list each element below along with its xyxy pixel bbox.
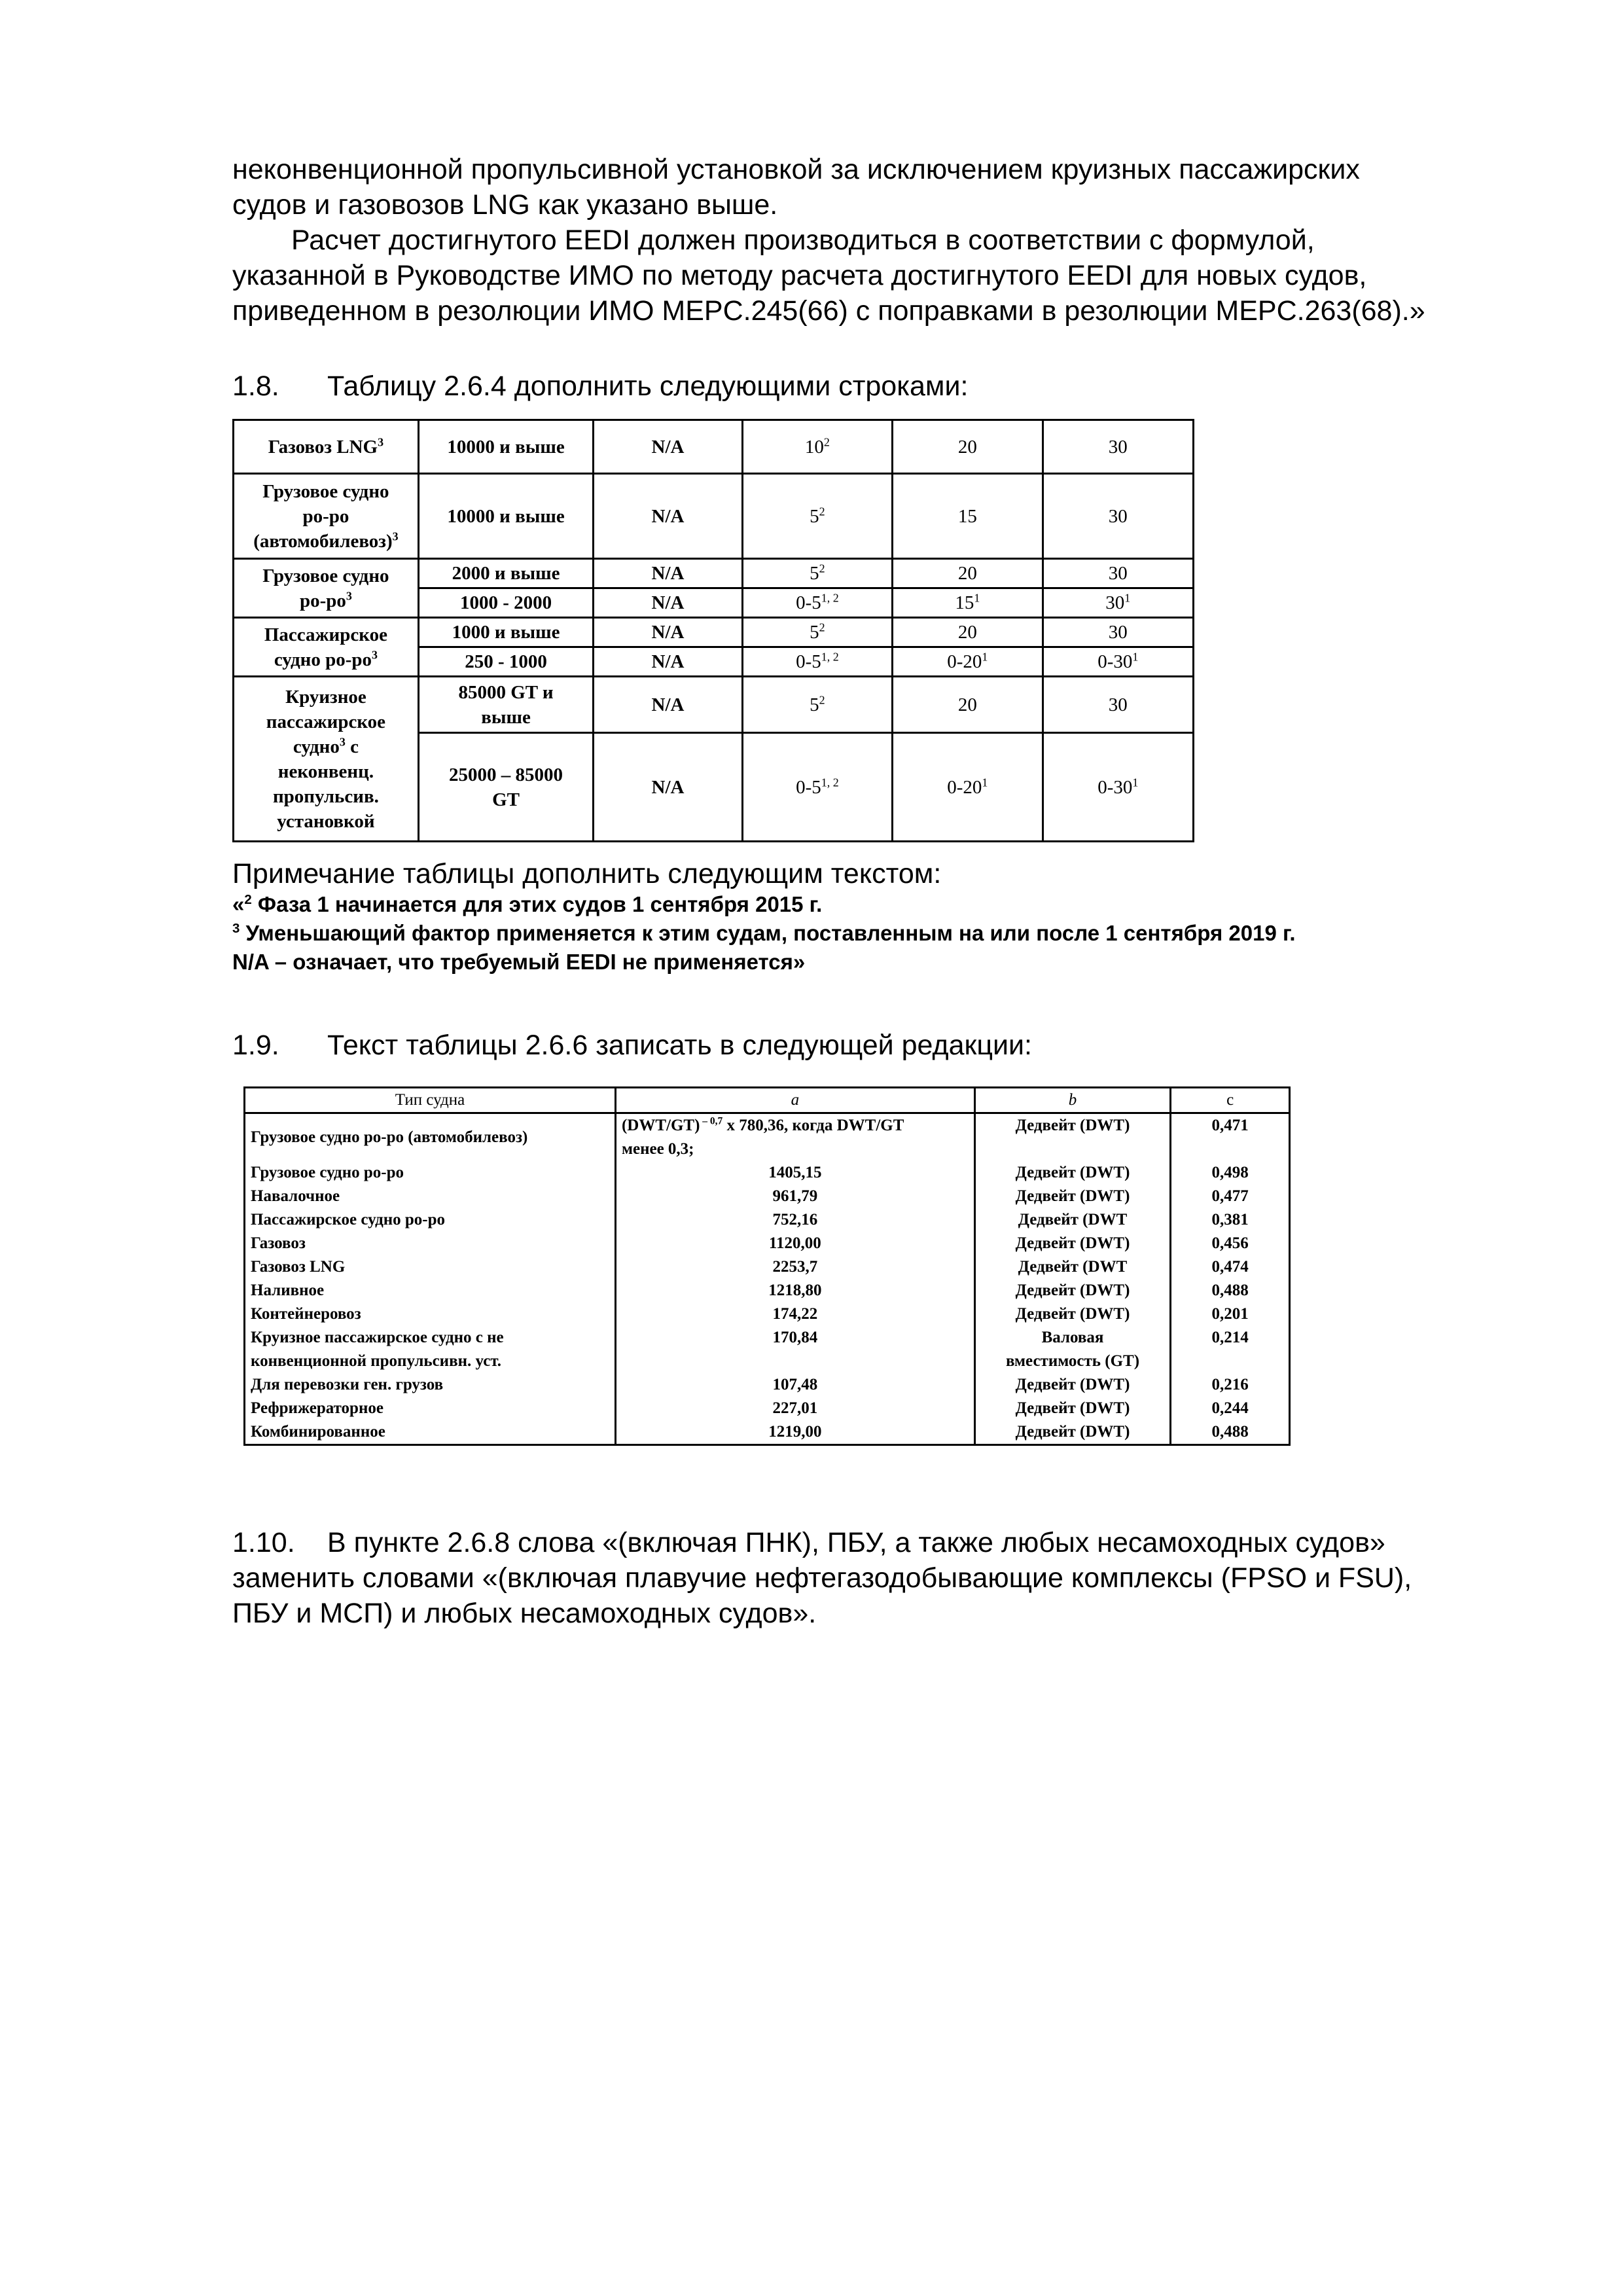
- item-1-8: [232, 368, 1508, 404]
- header-a: a: [615, 1088, 974, 1113]
- ship-type-cell: Грузовое судно ро-ро (автомобилевоз): [245, 1113, 616, 1162]
- phase3-cell: 30: [1043, 618, 1193, 647]
- table-row: [245, 1185, 1290, 1208]
- b-cell: Дедвейт (DWT: [974, 1255, 1171, 1279]
- paragraph-line: заменить словами «(включая плавучие нефтегазодобывающие комплексы (FPSO и FSU),: [232, 1562, 1412, 1594]
- paragraph-line: неконвенционной пропульсивной установкой за исключением круизных пассажирских: [232, 154, 1360, 185]
- na-cell: N/A: [594, 677, 742, 733]
- table-row: [245, 1373, 1290, 1397]
- size-cell: 25000 – 85000 GT: [418, 733, 593, 842]
- c-cell: 0,477: [1171, 1185, 1290, 1208]
- paragraph-line: приведенном в резолюции ИМО MEPC.245(66) с поправками в резолюции MEPC.263(68).»: [232, 295, 1425, 327]
- size-cell: 85000 GT и выше: [418, 677, 593, 733]
- b-cell: Дедвейт (DWT): [974, 1232, 1171, 1255]
- phase2-cell: 20: [893, 677, 1043, 733]
- ship-type-cell: Грузовое судно $ро-ро^3$: [234, 559, 419, 618]
- phase3-cell: 30: [1043, 420, 1193, 474]
- table-row: [245, 1326, 1290, 1373]
- eedi-parameters-table: [243, 1086, 1291, 1446]
- size-cell: 1000 - 2000: [418, 588, 593, 618]
- na-cell: N/A: [594, 733, 742, 842]
- a-cell: 227,01: [615, 1397, 974, 1420]
- c-cell: 0,201: [1171, 1302, 1290, 1326]
- footnote-na: N/A – означает, что требуемый EEDI не применяется»: [232, 950, 806, 974]
- header-ship-type: Тип судна: [245, 1088, 616, 1113]
- phase1-cell: $5^2$: [742, 474, 892, 559]
- c-cell: 0,381: [1171, 1208, 1290, 1232]
- item-1-9: [232, 1028, 1508, 1063]
- na-cell: N/A: [594, 588, 742, 618]
- table-row: [234, 420, 1194, 474]
- table-row: [245, 1420, 1290, 1445]
- c-cell: 0,498: [1171, 1161, 1290, 1185]
- a-cell: 1405,15: [615, 1161, 974, 1185]
- ship-type-cell: Газовоз: [245, 1232, 616, 1255]
- ship-type-cell: Круизное пассажирское судно с не конвенционной пропульсивн. уст.: [245, 1326, 616, 1373]
- phase1-cell: $5^2$: [742, 618, 892, 647]
- phase2-cell: 20: [893, 559, 1043, 588]
- ship-type-cell: Рефрижераторное: [245, 1397, 616, 1420]
- b-cell: Дедвейт (DWT): [974, 1397, 1171, 1420]
- ship-type-cell: Наливное: [245, 1279, 616, 1302]
- ship-type-cell: Для перевозки ген. грузов: [245, 1373, 616, 1397]
- size-cell: 10000 и выше: [418, 474, 593, 559]
- size-cell: 250 - 1000: [418, 647, 593, 677]
- b-cell: Дедвейт (DWT): [974, 1420, 1171, 1445]
- phase3-cell: $0-30^1$: [1043, 733, 1193, 842]
- paragraph-text: Расчет достигнутого EEDI должен производиться в соответствии с формулой,: [291, 224, 1315, 256]
- phase2-cell: 20: [893, 420, 1043, 474]
- phase3-cell: 30: [1043, 474, 1193, 559]
- a-cell: 107,48: [615, 1373, 974, 1397]
- ship-type-cell: Круизное пассажирское судно$^3$ с неконвенц. пропульсив. установкой: [234, 677, 419, 842]
- table-row: [245, 1397, 1290, 1420]
- ship-type-cell: Грузовое судно ро-ро: [245, 1161, 616, 1185]
- a-cell: 1218,80: [615, 1279, 974, 1302]
- header-c: c: [1171, 1088, 1290, 1113]
- b-cell: Дедвейт (DWT): [974, 1185, 1171, 1208]
- c-cell: 0,244: [1171, 1397, 1290, 1420]
- table-row: [245, 1208, 1290, 1232]
- phase1-cell: 0-5$^{1, 2}$: [742, 647, 892, 677]
- table-row: [245, 1279, 1290, 1302]
- footnote-3: $^3$ Уменьшающий фактор применяется к этим судам, поставленным на или после 1 сентября 2019 г.: [232, 921, 1296, 945]
- phase3-cell: 30: [1043, 677, 1193, 733]
- b-cell: Дедвейт (DWT): [974, 1302, 1171, 1326]
- ship-type-cell: Пассажирское судно ро-ро: [245, 1208, 616, 1232]
- c-cell: 0,474: [1171, 1255, 1290, 1279]
- b-cell: Дедвейт (DWT): [974, 1373, 1171, 1397]
- c-cell: 0,488: [1171, 1420, 1290, 1445]
- c-cell: 0,471: [1171, 1113, 1290, 1162]
- item-number: 1.10.: [232, 1527, 295, 1558]
- b-cell: Валовая вместимость (GT): [974, 1326, 1171, 1373]
- a-cell: (DWT/GT) $^{- 0,7}$ x 780,36, когда DWT/GT менее 0,3;: [615, 1113, 974, 1162]
- phase1-cell: $10^2$: [742, 420, 892, 474]
- na-cell: N/A: [594, 647, 742, 677]
- footnote-2: «$^2$ Фаза 1 начинается для этих судов 1 сентября 2015 г.: [232, 892, 823, 916]
- a-cell: 1120,00: [615, 1232, 974, 1255]
- phase1-cell: $5^2$: [742, 677, 892, 733]
- size-cell: 10000 и выше: [418, 420, 593, 474]
- phase2-cell: $15^1$: [893, 588, 1043, 618]
- ship-type-cell: Пассажирское судно $ро-ро^3$: [234, 618, 419, 677]
- b-cell: Дедвейт (DWT): [974, 1113, 1171, 1162]
- size-cell: 2000 и выше: [418, 559, 593, 588]
- phase2-cell: 15: [893, 474, 1043, 559]
- b-cell: Дедвейт (DWT): [974, 1161, 1171, 1185]
- table-row: [234, 677, 1194, 733]
- ship-type-cell: Комбинированное: [245, 1420, 616, 1445]
- phase2-cell: $0-20^1$: [893, 647, 1043, 677]
- b-cell: Дедвейт (DWT: [974, 1208, 1171, 1232]
- table-header-row: [245, 1088, 1290, 1113]
- phase1-cell: $5^2$: [742, 559, 892, 588]
- table-notes: [232, 857, 1541, 977]
- ship-type-cell: Газовоз LNG$^3$: [234, 420, 419, 474]
- na-cell: N/A: [594, 559, 742, 588]
- a-cell: 752,16: [615, 1208, 974, 1232]
- c-cell: 0,214: [1171, 1326, 1290, 1373]
- a-cell: 2253,7: [615, 1255, 974, 1279]
- ship-type-cell: Контейнеровоз: [245, 1302, 616, 1326]
- item-number: 1.9.: [232, 1030, 279, 1061]
- eedi-reduction-table: [232, 419, 1194, 842]
- item-text: Таблицу 2.6.4 дополнить следующими строками:: [327, 370, 969, 402]
- na-cell: N/A: [594, 618, 742, 647]
- a-cell: 1219,00: [615, 1420, 974, 1445]
- size-cell: 1000 и выше: [418, 618, 593, 647]
- table-row: [245, 1113, 1290, 1162]
- table-row: [234, 618, 1194, 647]
- table-row: [234, 474, 1194, 559]
- phase1-cell: 0-5$^{1, 2}$: [742, 733, 892, 842]
- phase3-cell: $0-30^1$: [1043, 647, 1193, 677]
- phase1-cell: 0-5$^{1, 2}$: [742, 588, 892, 618]
- c-cell: 0,488: [1171, 1279, 1290, 1302]
- item-text: В пункте 2.6.8 слова «(включая ПНК), ПБУ, а также любых несамоходных судов»: [327, 1527, 1385, 1558]
- paragraph-line: [232, 1525, 1508, 1560]
- item-text: Текст таблицы 2.6.6 записать в следующей редакции:: [327, 1030, 1032, 1061]
- paragraph-line: [232, 223, 1508, 258]
- a-cell: 174,22: [615, 1302, 974, 1326]
- c-cell: 0,216: [1171, 1373, 1290, 1397]
- phase3-cell: $30^1$: [1043, 588, 1193, 618]
- item-number: 1.8.: [232, 370, 279, 402]
- ship-type-cell: Газовоз LNG: [245, 1255, 616, 1279]
- phase2-cell: $0-20^1$: [893, 733, 1043, 842]
- notes-lead: Примечание таблицы дополнить следующим текстом:: [232, 858, 942, 889]
- na-cell: N/A: [594, 420, 742, 474]
- paragraph-line: указанной в Руководстве ИМО по методу расчета достигнутого EEDI для новых судов,: [232, 260, 1367, 291]
- a-cell: 961,79: [615, 1185, 974, 1208]
- table-row: [234, 559, 1194, 588]
- ship-type-cell: Грузовое судно ро-ро (автомобилевоз)$^3$: [234, 474, 419, 559]
- a-cell: 170,84: [615, 1326, 974, 1373]
- paragraph-line: судов и газовозов LNG как указано выше.: [232, 189, 778, 221]
- phase2-cell: 20: [893, 618, 1043, 647]
- paragraph-line: ПБУ и МСП) и любых несамоходных судов».: [232, 1598, 817, 1629]
- table-row: [245, 1302, 1290, 1326]
- na-cell: N/A: [594, 474, 742, 559]
- table-row: [245, 1255, 1290, 1279]
- header-b: b: [974, 1088, 1171, 1113]
- ship-type-cell: Навалочное: [245, 1185, 616, 1208]
- b-cell: Дедвейт (DWT): [974, 1279, 1171, 1302]
- table-row: [245, 1232, 1290, 1255]
- table-row: [245, 1161, 1290, 1185]
- phase3-cell: 30: [1043, 559, 1193, 588]
- c-cell: 0,456: [1171, 1232, 1290, 1255]
